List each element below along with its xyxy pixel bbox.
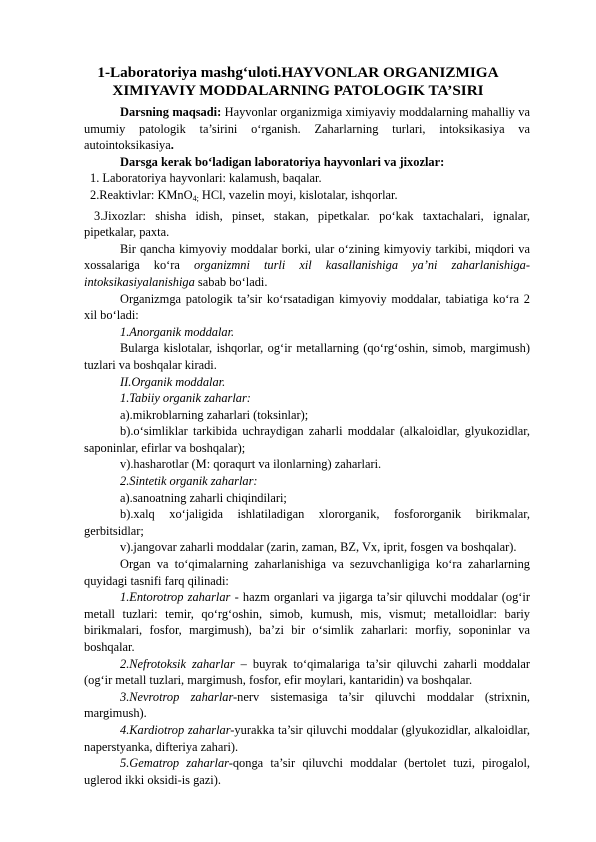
intro-paragraph <box>84 241 530 291</box>
natural-item-v: v).hasharotlar (M: qoraqurt va ilonlarning) zaharlari. <box>120 457 382 472</box>
natural-title: 1.Tabiiy organik zaharlar: <box>120 391 251 406</box>
class-5-text: qonga ta’sir qiluvchi moddalar (bertolet tuzi, pirogalol, uglerod ikki oksidi-is gazi). <box>84 756 530 787</box>
inorganic-heading <box>84 324 530 341</box>
natural-item-a: a).mikroblarning zaharlari (toksinlar); <box>120 407 309 422</box>
inorganic-title: 1.Anorganik moddalar. <box>120 324 235 339</box>
class-item-gematrop <box>84 755 530 788</box>
synthetic-item-b: b).xalq xo‘jaligida ishlatiladigan xlororganik, fosfororganik birikmalar, gerbitsidlar; <box>84 507 530 538</box>
goal-label: Darsning maqsadi: <box>120 105 222 119</box>
classification-paragraph: Organ va to‘qimalarning zaharlanishiga va sezuvchanligiga ko‘ra zaharlarning quyidagi tasnifi farq qilinadi: <box>84 557 530 588</box>
reagents-text-a: 2.Reaktivlar: KMnO <box>90 187 193 202</box>
class-item-kardiotrop <box>84 722 530 755</box>
list-item-animals: 1. Laboratoriya hayvonlari: kalamush, baqalar. <box>90 171 322 186</box>
inorganic-paragraph: Bularga kislotalar, ishqorlar, og‘ir metallarning (qo‘rg‘oshin, simob, margimush) tuzlari va boshqalar kiradi. <box>84 341 530 372</box>
class-2-title: 2.Nefrotoksik zaharlar <box>120 656 235 671</box>
class-1-title: 1.Entorotrop zaharlar - <box>120 590 239 605</box>
goal-text: Hayvonlar organizmiga ximiyaviy moddalarning mahalliy va umumiy patologik ta’sirini o‘rganish. Zaharlarning turlari, intoksikasiya va autointoksikasiya <box>84 105 530 153</box>
reagents-text-b: HCl, vazelin moyi, kislotalar, ishqorlar. <box>198 187 398 202</box>
synthetic-heading <box>84 473 530 490</box>
natural-item-b: b).o‘simliklar tarkibida uchraydigan zaharli moddalar (alkaloidlar, glyukozidlar, saponinlar, efirlar va boshqalar); <box>84 424 530 455</box>
goal-end: . <box>170 138 174 153</box>
class-3-text: nerv sistemasiga ta’sir qiluvchi moddalar (strixnin, margimush). <box>84 689 530 721</box>
synthetic-item-v: v).jangovar zaharli moddalar (zarin, zaman, BZ, Vx, iprit, fosgen va boshqalar). <box>120 540 517 555</box>
groups-paragraph: Organizmga patologik ta’sir ko‘rsatadigan kimyoviy moddalar, tabiatiga ko‘ra 2 xil bo‘ladi: <box>84 291 530 323</box>
needs-heading-text: Darsga kerak bo‘ladigan laboratoriya hayvonlari va jixozlar: <box>120 154 445 169</box>
reagents-subscript: 4; <box>192 193 199 203</box>
page-title <box>84 64 512 100</box>
organic-title: II.Organik moddalar. <box>120 374 226 389</box>
synthetic-item-a: a).sanoatning zaharli chiqindilari; <box>120 490 287 505</box>
class-5-title: 5.Gematrop zaharlar- <box>120 756 233 771</box>
organic-heading <box>84 374 530 391</box>
intro-text-b: sabab bo‘ladi. <box>194 274 268 289</box>
natural-heading <box>84 390 530 407</box>
class-item-entorotrop <box>84 589 530 655</box>
class-3-title: 3.Nevrotrop zaharlar- <box>120 689 238 704</box>
title-line-2: XIMIYAVIY MODDALARNING PATOLOGIK TA’SIRI <box>112 82 484 99</box>
title-line-1: 1-Laboratoriya mashg‘uloti.HAYVONLAR ORGANIZMIGA <box>97 64 499 81</box>
goal-paragraph <box>84 104 530 154</box>
intro-text-a: Bir qancha kimyoviy moddalar borki, ular o‘zining kimyoviy tarkibi, miqdori va xossalariga ko‘ra <box>84 241 530 273</box>
class-1-text: hazm organlari va jigarga ta’sir qiluvchi moddalar (og‘ir metall tuzlari: temir, qo‘rg‘oshin, simob, kumush, mis, vismut; metalloidlar: bariy birikmalari, fosfor, margimush), ba’zi bir o‘simlik zaharlari: morfiy, soponinlar va boshqalar. <box>84 590 530 654</box>
class-item-nefrotoksik <box>84 656 530 689</box>
list-item-reagents <box>84 187 530 208</box>
intro-text-italic: organizmni turli xil kasallanishiga ya’ni zaharlanishiga-intoksikasiyalanishiga <box>84 258 531 289</box>
needs-heading <box>84 154 530 171</box>
list-item-equipment: 3.Jixozlar: shisha idish, pinset, stakan, pipetkalar. po‘kak taxtachalari, ignalar, pipetkalar, paxta. <box>84 208 530 240</box>
class-2-text: – buyrak to‘qimalariga ta’sir qiluvchi zaharli moddalar (og‘ir metall tuzlari, margimush, fosfor, efir moylari, kantaridin) va boshqalar. <box>84 656 530 688</box>
class-4-title: 4.Kardiotrop zaharlar- <box>120 722 235 737</box>
class-4-text: yurakka ta’sir qiluvchi moddalar (glyukozidlar, alkaloidlar, naperstyanka, difteriya zahari). <box>84 722 530 754</box>
document-body <box>84 104 530 788</box>
synthetic-title: 2.Sintetik organik zaharlar: <box>120 474 258 489</box>
class-item-nevrotrop <box>84 689 530 722</box>
